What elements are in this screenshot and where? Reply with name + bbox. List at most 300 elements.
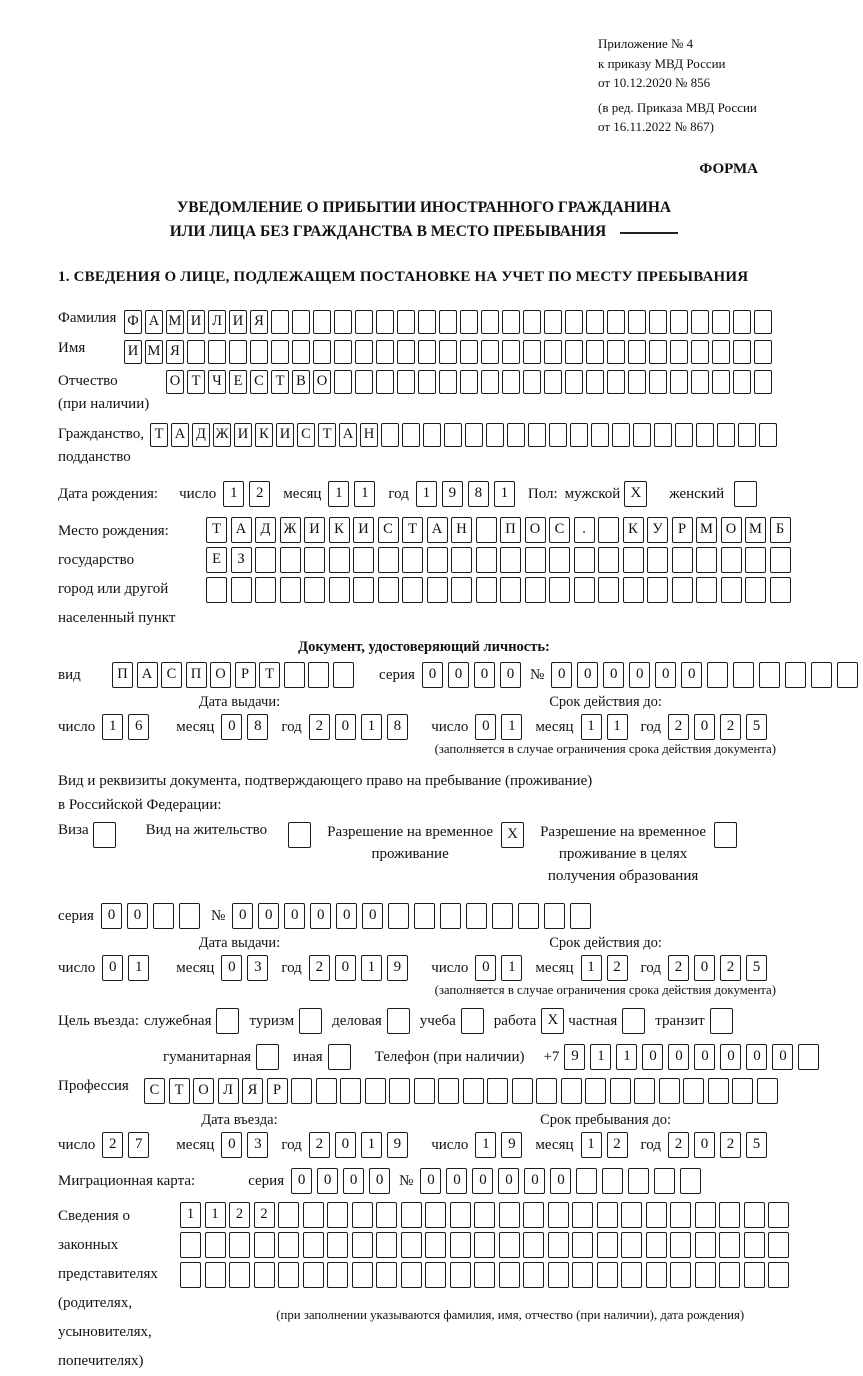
char-cell[interactable] [389, 1078, 410, 1104]
char-cell[interactable]: С [161, 662, 182, 688]
char-cell[interactable] [476, 547, 497, 573]
char-cell[interactable]: 0 [603, 662, 624, 688]
char-cell[interactable] [607, 310, 625, 334]
char-cell[interactable]: Л [218, 1078, 239, 1104]
char-cell[interactable] [536, 1078, 557, 1104]
char-cell[interactable]: Т [318, 423, 336, 447]
char-cell[interactable] [570, 903, 591, 929]
purpose-transit-checkbox[interactable] [710, 1008, 733, 1034]
char-cell[interactable]: И [353, 517, 374, 543]
char-cell[interactable]: 1 [501, 714, 522, 740]
char-cell[interactable] [622, 1008, 645, 1034]
char-cell[interactable] [499, 1232, 520, 1258]
char-cell[interactable] [439, 340, 457, 364]
char-cell[interactable]: Е [206, 547, 227, 573]
char-cell[interactable]: 0 [642, 1044, 663, 1070]
char-cell[interactable]: З [231, 547, 252, 573]
char-cell[interactable]: 1 [616, 1044, 637, 1070]
char-cell[interactable]: 0 [668, 1044, 689, 1070]
char-cell[interactable]: 0 [681, 662, 702, 688]
doc-valid-day-input[interactable] [475, 714, 527, 740]
legal-input-line2[interactable] [180, 1232, 793, 1258]
char-cell[interactable]: О [166, 370, 184, 394]
stay-year-input[interactable] [668, 1132, 772, 1158]
char-cell[interactable] [334, 310, 352, 334]
char-cell[interactable] [425, 1232, 446, 1258]
document-kind-input[interactable] [112, 662, 357, 688]
char-cell[interactable]: С [549, 517, 570, 543]
char-cell[interactable] [271, 310, 289, 334]
female-checkbox[interactable] [734, 481, 757, 507]
char-cell[interactable]: 0 [284, 903, 305, 929]
char-cell[interactable] [381, 423, 399, 447]
char-cell[interactable] [696, 547, 717, 573]
char-cell[interactable] [670, 1262, 691, 1288]
char-cell[interactable]: О [193, 1078, 214, 1104]
char-cell[interactable] [463, 1078, 484, 1104]
char-cell[interactable] [597, 1262, 618, 1288]
char-cell[interactable]: X [541, 1008, 564, 1034]
char-cell[interactable]: 1 [205, 1202, 226, 1228]
patronymic-input[interactable] [166, 370, 775, 394]
char-cell[interactable]: 1 [354, 481, 375, 507]
char-cell[interactable] [402, 547, 423, 573]
char-cell[interactable] [544, 370, 562, 394]
char-cell[interactable]: 0 [101, 903, 122, 929]
char-cell[interactable] [313, 310, 331, 334]
char-cell[interactable] [376, 1232, 397, 1258]
entry-month-input[interactable] [221, 1132, 273, 1158]
char-cell[interactable] [229, 1232, 250, 1258]
surname-input[interactable] [124, 310, 775, 334]
char-cell[interactable]: А [145, 310, 163, 334]
char-cell[interactable]: Т [259, 662, 280, 688]
char-cell[interactable] [180, 1262, 201, 1288]
char-cell[interactable] [691, 340, 709, 364]
char-cell[interactable]: 0 [524, 1168, 545, 1194]
char-cell[interactable] [401, 1262, 422, 1288]
char-cell[interactable]: Р [235, 662, 256, 688]
residence-permit-checkbox[interactable] [288, 822, 311, 848]
char-cell[interactable] [691, 310, 709, 334]
char-cell[interactable]: М [696, 517, 717, 543]
purpose-private-checkbox[interactable] [622, 1008, 645, 1034]
char-cell[interactable]: Н [451, 517, 472, 543]
char-cell[interactable] [284, 662, 305, 688]
permit-issue-day-input[interactable] [102, 955, 154, 981]
char-cell[interactable] [523, 1262, 544, 1288]
char-cell[interactable] [402, 423, 420, 447]
char-cell[interactable] [754, 370, 772, 394]
char-cell[interactable] [365, 1078, 386, 1104]
char-cell[interactable]: 9 [387, 955, 408, 981]
char-cell[interactable] [586, 370, 604, 394]
char-cell[interactable] [474, 1232, 495, 1258]
char-cell[interactable] [271, 340, 289, 364]
char-cell[interactable] [714, 822, 737, 848]
char-cell[interactable]: 0 [335, 955, 356, 981]
char-cell[interactable] [255, 577, 276, 603]
char-cell[interactable] [440, 903, 461, 929]
char-cell[interactable] [759, 662, 780, 688]
char-cell[interactable]: Т [402, 517, 423, 543]
char-cell[interactable] [647, 547, 668, 573]
char-cell[interactable] [695, 1262, 716, 1288]
char-cell[interactable]: Т [150, 423, 168, 447]
char-cell[interactable] [691, 370, 709, 394]
char-cell[interactable]: Т [271, 370, 289, 394]
char-cell[interactable] [397, 340, 415, 364]
char-cell[interactable]: 0 [694, 955, 715, 981]
char-cell[interactable]: 0 [310, 903, 331, 929]
char-cell[interactable] [502, 340, 520, 364]
char-cell[interactable]: Я [242, 1078, 263, 1104]
char-cell[interactable]: А [171, 423, 189, 447]
char-cell[interactable] [304, 547, 325, 573]
char-cell[interactable] [549, 423, 567, 447]
profession-input[interactable] [144, 1078, 781, 1104]
char-cell[interactable]: 9 [387, 1132, 408, 1158]
char-cell[interactable] [254, 1262, 275, 1288]
char-cell[interactable] [328, 1044, 351, 1070]
purpose-other-checkbox[interactable] [328, 1044, 351, 1070]
char-cell[interactable] [695, 1232, 716, 1258]
char-cell[interactable] [254, 1232, 275, 1258]
char-cell[interactable] [621, 1202, 642, 1228]
char-cell[interactable] [733, 370, 751, 394]
char-cell[interactable] [733, 310, 751, 334]
char-cell[interactable] [565, 310, 583, 334]
char-cell[interactable]: 9 [442, 481, 463, 507]
char-cell[interactable]: 2 [309, 714, 330, 740]
char-cell[interactable]: 8 [468, 481, 489, 507]
char-cell[interactable]: 5 [746, 714, 767, 740]
char-cell[interactable] [327, 1202, 348, 1228]
char-cell[interactable] [745, 577, 766, 603]
char-cell[interactable] [288, 822, 311, 848]
char-cell[interactable]: О [313, 370, 331, 394]
char-cell[interactable] [628, 1168, 649, 1194]
char-cell[interactable] [460, 340, 478, 364]
char-cell[interactable] [710, 1008, 733, 1034]
char-cell[interactable] [523, 1232, 544, 1258]
char-cell[interactable]: К [623, 517, 644, 543]
char-cell[interactable] [621, 1262, 642, 1288]
char-cell[interactable]: Т [187, 370, 205, 394]
char-cell[interactable] [206, 577, 227, 603]
char-cell[interactable] [476, 517, 497, 543]
char-cell[interactable]: 1 [361, 714, 382, 740]
permit-issue-month-input[interactable] [221, 955, 273, 981]
char-cell[interactable]: 1 [361, 955, 382, 981]
char-cell[interactable] [450, 1262, 471, 1288]
char-cell[interactable]: 9 [564, 1044, 585, 1070]
char-cell[interactable]: 7 [128, 1132, 149, 1158]
char-cell[interactable] [333, 662, 354, 688]
char-cell[interactable]: 2 [668, 955, 689, 981]
char-cell[interactable] [646, 1202, 667, 1228]
char-cell[interactable] [523, 370, 541, 394]
char-cell[interactable]: О [721, 517, 742, 543]
char-cell[interactable] [585, 1078, 606, 1104]
purpose-humanitarian-checkbox[interactable] [256, 1044, 279, 1070]
char-cell[interactable] [352, 1262, 373, 1288]
char-cell[interactable] [231, 577, 252, 603]
char-cell[interactable] [414, 1078, 435, 1104]
char-cell[interactable]: С [144, 1078, 165, 1104]
char-cell[interactable]: И [304, 517, 325, 543]
char-cell[interactable] [292, 340, 310, 364]
char-cell[interactable]: 0 [335, 714, 356, 740]
char-cell[interactable] [352, 1202, 373, 1228]
char-cell[interactable] [334, 340, 352, 364]
char-cell[interactable] [770, 547, 791, 573]
char-cell[interactable] [502, 370, 520, 394]
char-cell[interactable] [355, 370, 373, 394]
char-cell[interactable] [597, 1202, 618, 1228]
char-cell[interactable] [523, 340, 541, 364]
char-cell[interactable]: К [255, 423, 273, 447]
char-cell[interactable] [486, 423, 504, 447]
char-cell[interactable] [451, 547, 472, 573]
char-cell[interactable]: 0 [422, 662, 443, 688]
char-cell[interactable] [811, 662, 832, 688]
char-cell[interactable]: 2 [720, 955, 741, 981]
permit-valid-day-input[interactable] [475, 955, 527, 981]
char-cell[interactable]: 0 [448, 662, 469, 688]
char-cell[interactable]: 1 [128, 955, 149, 981]
char-cell[interactable]: Ч [208, 370, 226, 394]
char-cell[interactable]: 1 [581, 1132, 602, 1158]
char-cell[interactable] [670, 1202, 691, 1228]
entry-day-input[interactable] [102, 1132, 154, 1158]
name-input[interactable] [124, 340, 775, 364]
char-cell[interactable] [256, 1044, 279, 1070]
char-cell[interactable] [745, 547, 766, 573]
doc-issue-year-input[interactable] [309, 714, 413, 740]
char-cell[interactable]: К [329, 517, 350, 543]
char-cell[interactable] [659, 1078, 680, 1104]
char-cell[interactable] [607, 340, 625, 364]
char-cell[interactable] [680, 1168, 701, 1194]
char-cell[interactable]: Я [250, 310, 268, 334]
char-cell[interactable]: 0 [127, 903, 148, 929]
char-cell[interactable] [768, 1232, 789, 1258]
char-cell[interactable] [303, 1202, 324, 1228]
char-cell[interactable] [598, 517, 619, 543]
doc-issue-month-input[interactable] [221, 714, 273, 740]
char-cell[interactable] [696, 423, 714, 447]
char-cell[interactable]: И [229, 310, 247, 334]
char-cell[interactable] [255, 547, 276, 573]
char-cell[interactable] [313, 340, 331, 364]
char-cell[interactable]: 0 [232, 903, 253, 929]
char-cell[interactable] [623, 577, 644, 603]
char-cell[interactable] [439, 370, 457, 394]
char-cell[interactable] [329, 577, 350, 603]
char-cell[interactable] [450, 1232, 471, 1258]
char-cell[interactable] [450, 1202, 471, 1228]
char-cell[interactable] [451, 577, 472, 603]
char-cell[interactable] [712, 340, 730, 364]
char-cell[interactable] [487, 1078, 508, 1104]
char-cell[interactable] [591, 423, 609, 447]
purpose-tourism-checkbox[interactable] [299, 1008, 322, 1034]
doc-issue-day-input[interactable] [102, 714, 154, 740]
char-cell[interactable]: 2 [607, 955, 628, 981]
char-cell[interactable]: 0 [746, 1044, 767, 1070]
char-cell[interactable] [544, 310, 562, 334]
char-cell[interactable] [303, 1262, 324, 1288]
char-cell[interactable]: А [427, 517, 448, 543]
char-cell[interactable] [675, 423, 693, 447]
char-cell[interactable]: 0 [475, 955, 496, 981]
char-cell[interactable] [291, 1078, 312, 1104]
char-cell[interactable]: 3 [247, 1132, 268, 1158]
char-cell[interactable] [355, 310, 373, 334]
char-cell[interactable]: Д [192, 423, 210, 447]
char-cell[interactable] [672, 577, 693, 603]
entry-year-input[interactable] [309, 1132, 413, 1158]
char-cell[interactable]: 0 [343, 1168, 364, 1194]
char-cell[interactable] [785, 662, 806, 688]
char-cell[interactable] [278, 1232, 299, 1258]
char-cell[interactable]: Е [229, 370, 247, 394]
char-cell[interactable] [187, 340, 205, 364]
char-cell[interactable] [570, 423, 588, 447]
char-cell[interactable] [574, 547, 595, 573]
char-cell[interactable]: А [339, 423, 357, 447]
char-cell[interactable] [708, 1078, 729, 1104]
char-cell[interactable] [334, 370, 352, 394]
char-cell[interactable] [719, 1232, 740, 1258]
char-cell[interactable] [423, 423, 441, 447]
char-cell[interactable]: И [187, 310, 205, 334]
char-cell[interactable] [837, 662, 858, 688]
char-cell[interactable]: Ф [124, 310, 142, 334]
char-cell[interactable]: 2 [720, 1132, 741, 1158]
char-cell[interactable] [378, 577, 399, 603]
char-cell[interactable] [572, 1262, 593, 1288]
char-cell[interactable] [586, 310, 604, 334]
char-cell[interactable]: А [231, 517, 252, 543]
char-cell[interactable] [565, 340, 583, 364]
char-cell[interactable] [744, 1232, 765, 1258]
char-cell[interactable]: 0 [221, 955, 242, 981]
char-cell[interactable]: 6 [128, 714, 149, 740]
char-cell[interactable] [695, 1202, 716, 1228]
temp-residence-education-checkbox[interactable] [714, 822, 737, 848]
char-cell[interactable] [576, 1168, 597, 1194]
char-cell[interactable] [634, 1078, 655, 1104]
char-cell[interactable]: 2 [254, 1202, 275, 1228]
char-cell[interactable]: 2 [720, 714, 741, 740]
char-cell[interactable]: И [124, 340, 142, 364]
char-cell[interactable]: 0 [102, 955, 123, 981]
char-cell[interactable] [574, 577, 595, 603]
char-cell[interactable] [402, 577, 423, 603]
birthplace-input-line3[interactable] [206, 577, 794, 603]
purpose-work-checkbox[interactable] [541, 1008, 564, 1034]
char-cell[interactable]: 2 [668, 1132, 689, 1158]
char-cell[interactable] [561, 1078, 582, 1104]
char-cell[interactable] [549, 577, 570, 603]
char-cell[interactable]: П [500, 517, 521, 543]
char-cell[interactable] [798, 1044, 819, 1070]
char-cell[interactable]: 0 [258, 903, 279, 929]
char-cell[interactable] [444, 423, 462, 447]
char-cell[interactable] [733, 662, 754, 688]
permit-series-input[interactable] [101, 903, 205, 929]
char-cell[interactable] [208, 340, 226, 364]
char-cell[interactable] [229, 1262, 250, 1288]
char-cell[interactable] [719, 1262, 740, 1288]
char-cell[interactable]: 0 [500, 662, 521, 688]
char-cell[interactable]: И [234, 423, 252, 447]
char-cell[interactable]: У [647, 517, 668, 543]
purpose-official-checkbox[interactable] [216, 1008, 239, 1034]
char-cell[interactable] [481, 340, 499, 364]
char-cell[interactable] [250, 340, 268, 364]
char-cell[interactable] [329, 547, 350, 573]
char-cell[interactable]: 0 [551, 662, 572, 688]
char-cell[interactable] [481, 370, 499, 394]
char-cell[interactable]: О [525, 517, 546, 543]
char-cell[interactable]: 0 [221, 714, 242, 740]
char-cell[interactable] [507, 423, 525, 447]
char-cell[interactable] [439, 310, 457, 334]
char-cell[interactable]: 1 [416, 481, 437, 507]
migration-card-series-input[interactable] [291, 1168, 395, 1194]
char-cell[interactable] [355, 340, 373, 364]
char-cell[interactable] [401, 1232, 422, 1258]
char-cell[interactable] [465, 423, 483, 447]
char-cell[interactable]: Ж [213, 423, 231, 447]
char-cell[interactable] [717, 423, 735, 447]
char-cell[interactable]: Н [360, 423, 378, 447]
char-cell[interactable] [492, 903, 513, 929]
char-cell[interactable] [597, 1232, 618, 1258]
char-cell[interactable]: 1 [223, 481, 244, 507]
char-cell[interactable] [427, 547, 448, 573]
char-cell[interactable] [418, 370, 436, 394]
char-cell[interactable] [670, 340, 688, 364]
char-cell[interactable] [707, 662, 728, 688]
permit-issue-year-input[interactable] [309, 955, 413, 981]
char-cell[interactable] [602, 1168, 623, 1194]
char-cell[interactable]: 0 [694, 1132, 715, 1158]
char-cell[interactable] [612, 423, 630, 447]
char-cell[interactable]: 1 [581, 955, 602, 981]
char-cell[interactable] [649, 370, 667, 394]
temp-residence-checkbox[interactable] [501, 822, 524, 848]
char-cell[interactable]: 1 [102, 714, 123, 740]
char-cell[interactable]: 0 [317, 1168, 338, 1194]
char-cell[interactable] [376, 1202, 397, 1228]
char-cell[interactable]: М [745, 517, 766, 543]
char-cell[interactable] [474, 1202, 495, 1228]
char-cell[interactable]: А [137, 662, 158, 688]
char-cell[interactable] [565, 370, 583, 394]
char-cell[interactable]: О [210, 662, 231, 688]
char-cell[interactable] [633, 423, 651, 447]
char-cell[interactable]: 0 [335, 1132, 356, 1158]
migration-card-number-input[interactable] [420, 1168, 706, 1194]
visa-checkbox[interactable] [93, 822, 116, 848]
char-cell[interactable] [512, 1078, 533, 1104]
char-cell[interactable] [525, 547, 546, 573]
char-cell[interactable] [572, 1232, 593, 1258]
